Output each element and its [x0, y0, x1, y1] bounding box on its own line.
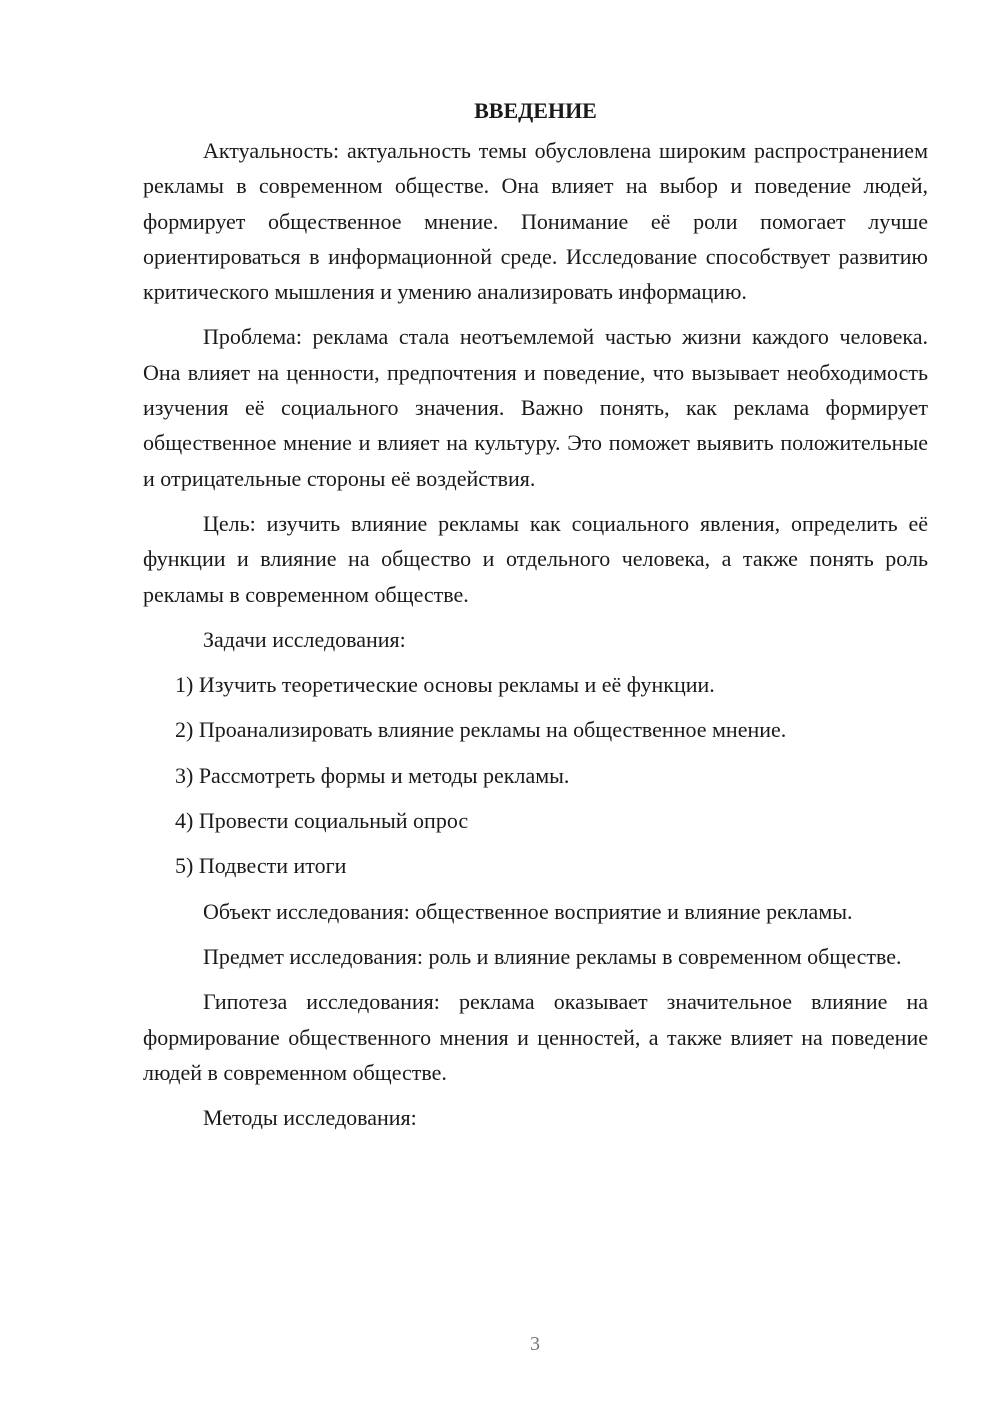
- methods-heading: Методы исследования:: [203, 1105, 417, 1131]
- hypothesis-paragraph: Гипотеза исследования: реклама оказывает значительное влияние на формирование общественного мнения и ценностей, а также влияет на поведение людей в современном обществе.: [143, 989, 928, 1085]
- page-number: 3: [530, 1333, 540, 1355]
- goal-paragraph: Цель: изучить влияние рекламы как социального явления, определить её функции и влияние на общество и отдельного человека, а также понять роль рекламы в современном обществе.: [143, 510, 928, 607]
- tasks-list: [143, 667, 928, 883]
- research-object-paragraph: Объект исследования: общественное восприятие и влияние рекламы.: [203, 898, 853, 924]
- problem-paragraph: Проблема: реклама стала неотъемлемой частью жизни каждого человека. Она влияет на ценности, предпочтения и поведение, что вызывает необходимость изучения её социального значения. Важно понять, как реклама формирует общественное мнение и влияет на культуру. Это поможет выявить положительные и отрицательные стороны её воздействия.: [143, 324, 928, 491]
- tasks-heading: Задачи исследования:: [203, 626, 406, 652]
- task-item: 5) Подвести итоги: [175, 853, 347, 879]
- task-item: 3) Рассмотреть формы и методы рекламы.: [175, 762, 570, 788]
- document-title: ВВЕДЕНИЕ: [474, 98, 597, 123]
- task-item: 4) Провести социальный опрос: [175, 808, 469, 834]
- document-page: [143, 95, 928, 1135]
- task-item: 2) Проанализировать влияние рекламы на общественное мнение.: [175, 717, 787, 743]
- task-item: 1) Изучить теоретические основы рекламы и её функции.: [175, 672, 715, 698]
- research-subject-paragraph: Предмет исследования: роль и влияние рекламы в современном обществе.: [203, 943, 902, 969]
- relevance-paragraph: Актуальность: актуальность темы обусловлена широким распространением рекламы в современном обществе. Она влияет на выбор и поведение людей, формирует общественное мнение. Понимание её роли помогает лучше ориентироваться в информационной среде. Исследование способствует развитию критического мышления и умению анализировать информацию.: [143, 138, 928, 305]
